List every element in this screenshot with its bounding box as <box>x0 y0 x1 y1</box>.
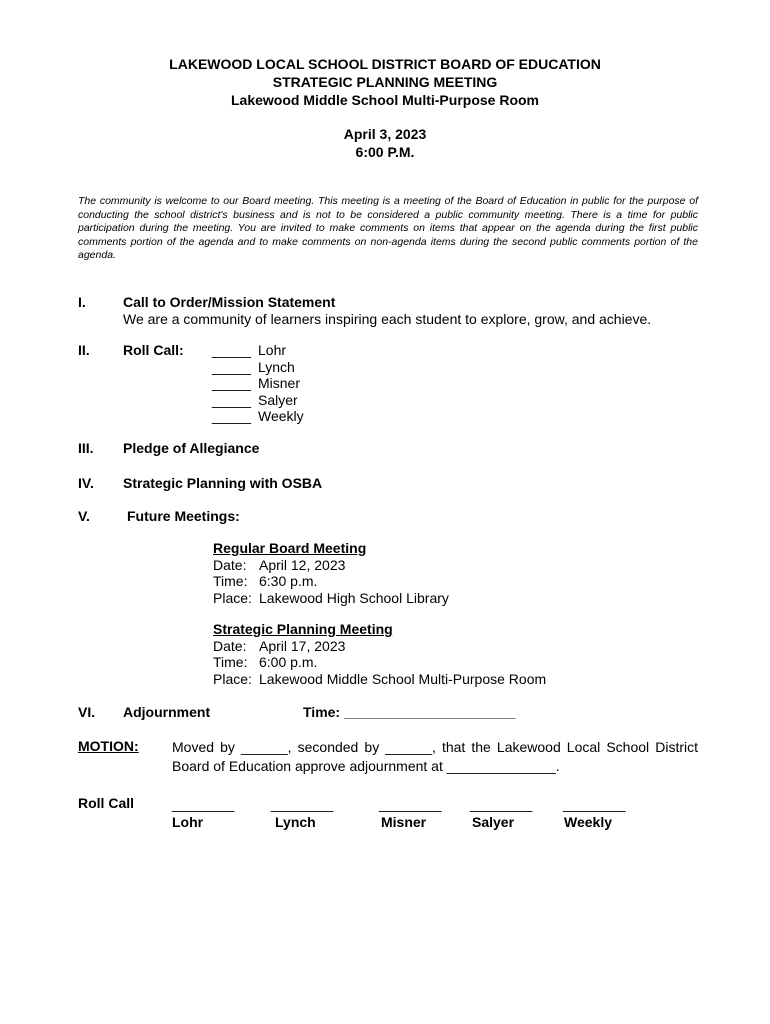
vote-column-misner: ________ Misner <box>379 796 442 830</box>
item-future-meetings: Future Meetings: <box>127 508 240 524</box>
meeting-time-value: 6:30 p.m. <box>259 573 318 590</box>
vote-column-weekly: ________ Weekly <box>563 796 626 830</box>
meeting-date-value: April 12, 2023 <box>259 556 346 573</box>
roll-call-list <box>212 342 304 425</box>
meeting-name: Strategic Planning Meeting <box>213 621 393 637</box>
mission-statement: We are a community of learners inspiring each student to explore, grow, and achieve. <box>123 311 652 327</box>
intro-paragraph: The community is welcome to our Board meeting. This meeting is a meeting of the Board of Education in public for the purpose of conducting the school district's business and is not to be considered a public community meeting. There is a time for public participation during the meeting. You are invited to make comments on items that appear on the agenda during the first public comments portion of the agenda and to make comments on non-agenda items during the second public comments portion of the agenda. <box>78 195 698 261</box>
list-item: _____ Misner <box>212 375 301 392</box>
item-strategic-planning: Strategic Planning with OSBA <box>123 475 323 491</box>
agenda-header <box>0 55 770 161</box>
list-item: _____ Weekly <box>212 408 304 425</box>
list-item: _____ Salyer <box>212 391 298 408</box>
item-number-ii: II. <box>78 342 90 358</box>
adjournment-time: Time: ______________________ <box>303 704 516 720</box>
list-item: _____ Lynch <box>212 358 295 375</box>
meeting-place-value: Lakewood Middle School Multi-Purpose Room <box>259 670 547 687</box>
item-number-vi: VI. <box>78 704 96 720</box>
item-title: Call to Order/Mission Statement <box>123 294 336 310</box>
item-number-iv: IV. <box>78 475 94 491</box>
item-number-iii: III. <box>78 440 94 456</box>
item-number-v: V. <box>78 508 90 524</box>
list-item: _____ Lohr <box>212 342 287 358</box>
motion-text: Moved by ______, seconded by ______, that the Lakewood Local School District Board of Education approve adjournment at ______________. <box>172 739 698 774</box>
vote-column-lynch: ________ Lynch <box>271 796 334 830</box>
item-adjournment: Adjournment <box>123 704 211 720</box>
item-pledge: Pledge of Allegiance <box>123 440 260 456</box>
meeting-title: STRATEGIC PLANNING MEETING <box>272 74 498 90</box>
vote-column-salyer: ________ Salyer <box>470 796 533 830</box>
district-title: LAKEWOOD LOCAL SCHOOL DISTRICT BOARD OF EDUCATION <box>169 56 601 72</box>
meeting-time-value: 6:00 p.m. <box>259 654 318 671</box>
meeting-name: Regular Board Meeting <box>213 540 367 556</box>
meeting-date-value: April 17, 2023 <box>259 637 346 654</box>
motion-label: MOTION: <box>78 738 139 754</box>
meeting-strategic-planning: Strategic Planning Meeting Date: April 17, 2023 Time: 6:00 p.m. Place: Lakewood Middle School Multi-Purpose Room <box>213 621 547 687</box>
vote-column-lohr: ________ Lohr <box>172 796 235 830</box>
meeting-regular-board: Regular Board Meeting Date: April 12, 2023 Time: 6:30 p.m. Place: Lakewood High School Library <box>213 540 449 606</box>
item-roll-call-title: Roll Call: <box>123 342 184 358</box>
meeting-place-value: Lakewood High School Library <box>259 589 449 606</box>
item-call-to-order <box>123 294 651 328</box>
item-number-i: I. <box>78 294 86 310</box>
roll-call-vote-label: Roll Call <box>78 795 135 811</box>
meeting-location: Lakewood Middle School Multi-Purpose Room <box>230 92 539 108</box>
meeting-time: 6:00 P.M. <box>355 144 415 160</box>
meeting-date: April 3, 2023 <box>343 126 427 142</box>
